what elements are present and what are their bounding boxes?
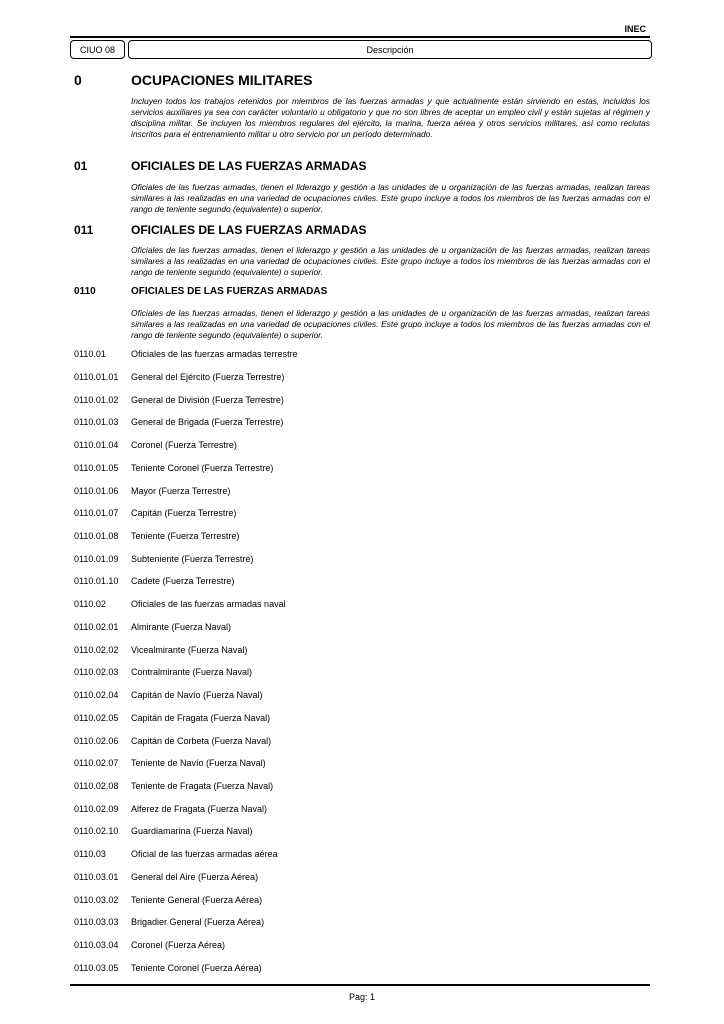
occupation-code: 0110.02.07 <box>74 758 119 768</box>
occupation-name: Guardiamarina (Fuerza Naval) <box>131 826 253 836</box>
occupation-code: 0110.01.03 <box>74 417 119 427</box>
occupation-name: Coronel (Fuerza Aérea) <box>131 940 226 950</box>
occupation-name: Capitán (Fuerza Terrestre) <box>131 508 237 518</box>
section-0110-description: Oficiales de las fuerzas armadas, tienen el liderazgo y gestión a las unidades de u organización de las fuerzas armadas, realizan tareas similares a las realizadas en una variedad de ocupaciones civiles. Este grupo incluye a todos los miembros de las fuerzas armadas con el rango de teniente segundo (equivalente) o superior. <box>131 308 650 340</box>
section-code: 011 <box>74 223 94 237</box>
occupation-name: Mayor (Fuerza Terrestre) <box>131 486 231 496</box>
occupation-code: 0110.01.04 <box>74 440 119 450</box>
org-label: INEC <box>624 24 646 34</box>
section-title: OFICIALES DE LAS FUERZAS ARMADAS <box>131 223 367 237</box>
occupation-code: 0110.01.09 <box>74 554 119 564</box>
occupation-name: Teniente Coronel (Fuerza Aérea) <box>131 963 262 973</box>
occupation-code: 0110.01.01 <box>74 372 119 382</box>
occupation-name: Subteniente (Fuerza Terrestre) <box>131 554 254 564</box>
occupation-name: Cadete (Fuerza Terrestre) <box>131 576 235 586</box>
occupation-name: Alferez de Fragata (Fuerza Naval) <box>131 804 268 814</box>
section-code: 0110 <box>74 286 96 297</box>
occupation-name: Teniente (Fuerza Terrestre) <box>131 531 240 541</box>
section-title: OFICIALES DE LAS FUERZAS ARMADAS <box>131 159 367 173</box>
occupation-code: 0110.02.06 <box>74 736 119 746</box>
occupation-code: 0110.03 <box>74 849 106 859</box>
occupation-code: 0110.03.03 <box>74 917 119 927</box>
occupation-code: 0110.01.06 <box>74 486 119 496</box>
section-0-description: Incluyen todos los trabajos retenidos por miembros de las fuerzas armadas y que actualmente están sirviendo en estas, incluidos los servicios auxiliares ya sea con carácter voluntario u obligatorio y que no son libres de aceptar un empleo civil y están sujetas al régimen y disciplina militar. Se incluyen los miembros regulares del ejército, la marina, fuerza aérea y otros servicios militares, así como reclutas inscritos para el entrenamiento militar u otro servicio por un período determinado. <box>131 96 650 139</box>
occupation-name: Capitán de Navío (Fuerza Naval) <box>131 690 263 700</box>
occupation-code: 0110.03.01 <box>74 872 119 882</box>
occupation-name: Brigadier General (Fuerza Aérea) <box>131 917 265 927</box>
occupation-code: 0110.02.04 <box>74 690 119 700</box>
occupation-name: Almirante (Fuerza Naval) <box>131 622 232 632</box>
occupation-code: 0110.01.05 <box>74 463 119 473</box>
section-011-description: Oficiales de las fuerzas armadas, tienen el liderazgo y gestión a las unidades de u organización de las fuerzas armadas, realizan tareas similares a las realizadas en una variedad de ocupaciones civiles. Este grupo incluye a todos los miembros de las fuerzas armadas con el rango de teniente segundo (equivalente) o superior. <box>131 245 650 277</box>
occupation-code: 0110.02.02 <box>74 645 119 655</box>
occupation-name: Teniente de Navío (Fuerza Naval) <box>131 758 266 768</box>
occupation-code: 0110.02.08 <box>74 781 119 791</box>
occupation-name: Coronel (Fuerza Terrestre) <box>131 440 237 450</box>
occupation-name: General del Ejército (Fuerza Terrestre) <box>131 372 285 382</box>
occupation-name: Vicealmirante (Fuerza Naval) <box>131 645 248 655</box>
occupation-name: Teniente de Fragata (Fuerza Naval) <box>131 781 274 791</box>
occupation-code: 0110.03.05 <box>74 963 119 973</box>
section-code: 0 <box>74 72 82 88</box>
occupation-name: Teniente General (Fuerza Aérea) <box>131 895 263 905</box>
occupation-code: 0110.01.07 <box>74 508 119 518</box>
occupation-name: Capitán de Fragata (Fuerza Naval) <box>131 713 271 723</box>
occupation-name: Capitán de Corbeta (Fuerza Naval) <box>131 736 272 746</box>
section-title: OFICIALES DE LAS FUERZAS ARMADAS <box>131 286 328 297</box>
occupation-code: 0110.02.01 <box>74 622 119 632</box>
occupation-name: Oficiales de las fuerzas armadas naval <box>131 599 286 609</box>
occupation-code: 0110.02.03 <box>74 667 119 677</box>
occupation-name: General de Brigada (Fuerza Terrestre) <box>131 417 284 427</box>
occupation-code: 0110.01 <box>74 349 106 359</box>
footer-rule <box>70 984 650 986</box>
description-column-header: Descripción <box>128 40 652 59</box>
occupation-code: 0110.03.02 <box>74 895 119 905</box>
code-column-header: CIUO 08 <box>70 40 125 59</box>
header-rule <box>70 36 650 38</box>
occupation-name: General de División (Fuerza Terrestre) <box>131 395 284 405</box>
occupation-code: 0110.01.10 <box>74 576 119 586</box>
occupation-code: 0110.02.10 <box>74 826 119 836</box>
occupation-name: Oficial de las fuerzas armadas aérea <box>131 849 278 859</box>
occupation-code: 0110.02.09 <box>74 804 119 814</box>
occupation-code: 0110.01.08 <box>74 531 119 541</box>
occupation-code: 0110.02.05 <box>74 713 119 723</box>
section-title: OCUPACIONES MILITARES <box>131 72 313 88</box>
occupation-code: 0110.01.02 <box>74 395 119 405</box>
occupation-name: Oficiales de las fuerzas armadas terrestre <box>131 349 298 359</box>
page-number: Pag: 1 <box>348 992 376 1002</box>
section-code: 01 <box>74 159 88 173</box>
occupation-name: General del Aire (Fuerza Aérea) <box>131 872 259 882</box>
section-01-description: Oficiales de las fuerzas armadas, tienen el liderazgo y gestión a las unidades de u organización de las fuerzas armadas, realizan tareas similares a las realizadas en una variedad de ocupaciones civiles. Este grupo incluye a todos los miembros de las fuerzas armadas con el rango de teniente segundo (equivalente) o superior. <box>131 182 650 214</box>
occupation-name: Teniente Coronel (Fuerza Terrestre) <box>131 463 274 473</box>
occupation-code: 0110.03.04 <box>74 940 119 950</box>
occupation-name: Contralmirante (Fuerza Naval) <box>131 667 253 677</box>
occupation-code: 0110.02 <box>74 599 106 609</box>
